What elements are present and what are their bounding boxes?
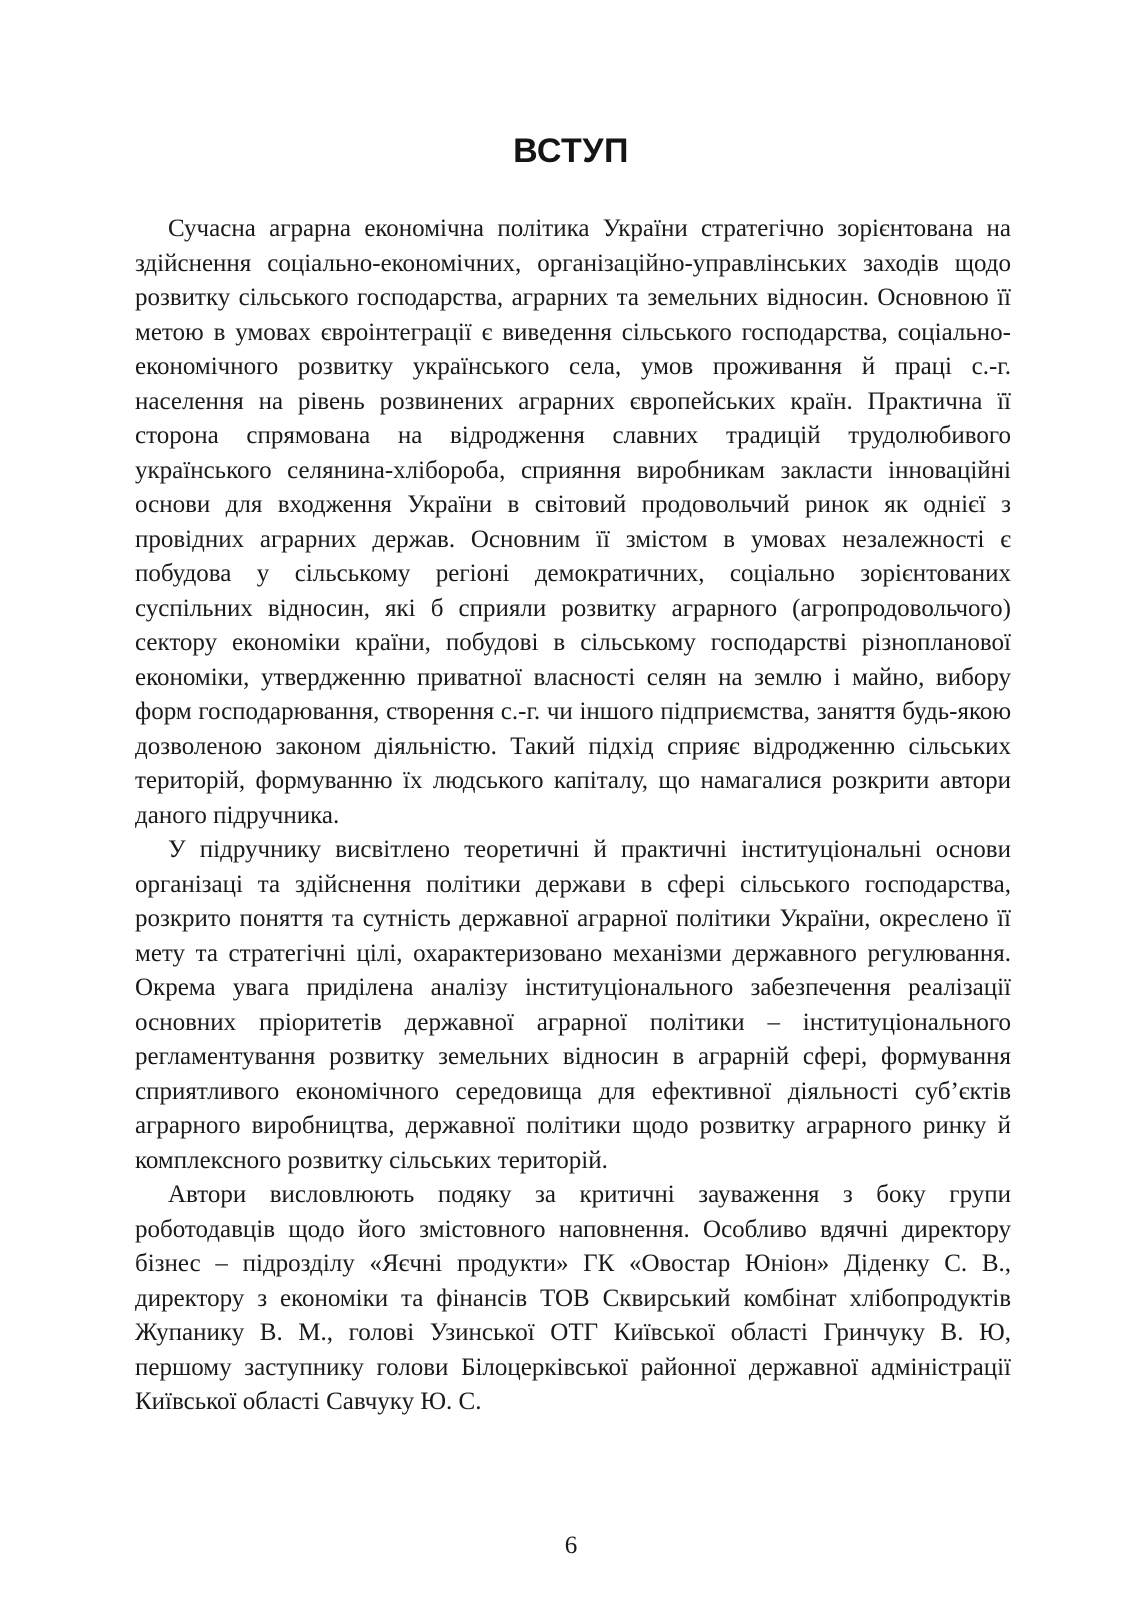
- paragraph-textbook-content: У підручнику висвітлено теоретичні й практичні інституціональні основи організаці та здійснення політики держави в сфері сільського господарства, розкрито поняття та сутність державної аграрної політики України, окреслено її мету та стратегічні цілі, охарактеризовано механізми державного регулювання. Окрема увага приділена аналізу інституціонального забезпечення реалізації основних пріоритетів державної аграрної політики – інституціонального регламентування розвитку земельних відносин в аграрній сфері, формування сприятливого економічного середовища для ефективної діяльності суб’єктів аграрного виробництва, державної політики щодо розвитку аграрного ринку й комплексного розвитку сільських територій.: [135, 836, 1011, 1174]
- page-number: 6: [564, 1532, 578, 1559]
- paragraph-intro: Сучасна аграрна економічна політика України стратегічно зорієнтована на здійснення соціально-економічних, організаційно-управлінських заходів щодо розвитку сільського господарства, аграрних та земельних відносин. Основною її метою в умовах євроінтеграції є виведення сільського господарства, соціально-економічного розвитку українського села, умов проживання й праці с.-г. населення на рівень розвинених аграрних європейських країн. Практична її сторона спрямована на відродження славних традицій трудолюбивого українського селянина-хлібороба, сприяння виробникам закласти інноваційні основи для входження України в світовий продовольчий ринок як однієї з провідних аграрних держав. Основним її змістом в умовах незалежності є побудова у сільському регіоні демократичних, соціально зорієнтованих суспільних відносин, які б сприяли розвитку аграрного (агропродовольчого) сектору економіки країни, побудові в сільському господарстві різнопланової економіки, утвердженню приватної власності селян на землю і майно, вибору форм господарювання, створення с.-г. чи іншого підприємства, заняття будь-якою дозволеною законом діяльністю. Такий підхід сприяє відродженню сільських територій, формуванню їх людського капіталу, що намагалися розкрити автори даного підручника.: [135, 215, 1011, 829]
- paragraph-acknowledgements: Автори висловлюють подяку за критичні зауваження з боку групи роботодавців щодо його змістовного наповнення. Особливо вдячні директору бізнес – підрозділу «Яєчні продукти» ГК «Овостар Юніон» Діденку С. В., директору з економіки та фінансів ТОВ Сквирський комбінат хлібопродуктів Жупанику В. М., голові Узинської ОТГ Київської області Гринчуку В. Ю, першому заступнику голови Білоцерківської районної державної адміністрації Київської області Савчуку Ю. С.: [135, 1181, 1011, 1415]
- body-text: [135, 212, 1011, 1420]
- section-heading: ВСТУП: [513, 132, 629, 170]
